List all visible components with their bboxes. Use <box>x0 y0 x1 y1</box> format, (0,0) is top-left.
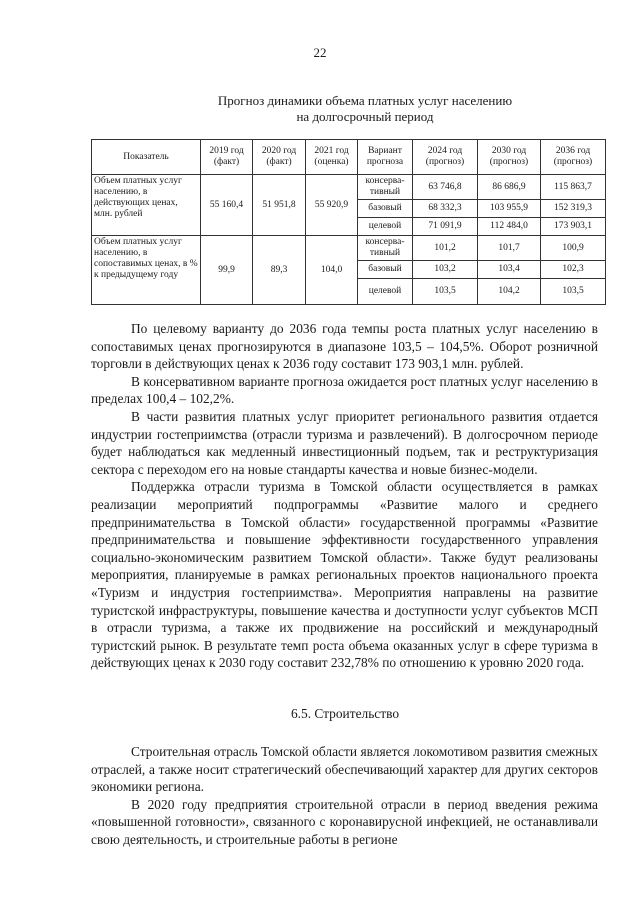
value-cell: 112 484,0 <box>478 218 541 236</box>
value-cell: 152 319,3 <box>541 200 606 218</box>
value-cell: 99,9 <box>201 236 253 305</box>
value-cell: 102,3 <box>541 261 606 279</box>
value-cell: 71 091,9 <box>413 218 478 236</box>
variant-cell: целевой <box>358 218 413 236</box>
value-cell: 101,7 <box>478 236 541 261</box>
section-heading: 6.5. Строительство <box>290 706 400 721</box>
indicator-cell: Объем платных услуг населению, в действующих ценах, млн. рублей <box>92 175 201 236</box>
value-cell: 103,2 <box>413 261 478 279</box>
variant-cell: консерва-тивный <box>358 236 413 261</box>
paragraph: Строительная отрасль Томской области является локомотивом развития смежных отраслей, а также носит стратегический обеспечивающий характер для других секторов экономики региона. <box>91 744 598 795</box>
body-text-block-2 <box>91 743 598 849</box>
value-cell: 89,3 <box>253 236 306 305</box>
header-2021: 2021 год (оценка) <box>306 140 358 175</box>
value-cell: 55 920,9 <box>306 175 358 236</box>
table-header-row <box>92 140 606 175</box>
page-number: 22 <box>313 45 327 60</box>
value-cell: 103,5 <box>541 279 606 305</box>
value-cell: 51 951,8 <box>253 175 306 236</box>
value-cell: 173 903,1 <box>541 218 606 236</box>
header-2030: 2030 год (прогноз) <box>478 140 541 175</box>
variant-cell: базовый <box>358 200 413 218</box>
paragraph: Поддержка отрасли туризма в Томской области осуществляется в рамках реализации мероприятий подпрограммы «Развитие малого и среднего предпринимательства в Томской области» государственной программы «Развитие предпринимательства и повышение эффективности государственного управления социально-экономическим развитием Томской области». Также будут реализованы мероприятия, планируемые в рамках региональных проектов национального проекта «Туризм и индустрия гостеприимства». Мероприятия направлены на развитие туристской инфраструктуры, повышение качества и доступности услуг субъектов МСП в отрасли туризма, а также их продвижение на российский и международный туристский рынок. В результате темп роста объема оказанных услуг в сфере туризма в действующих ценах к 2030 году составит 232,78% по отношению к уровню 2020 года. <box>91 479 598 671</box>
paragraph: В части развития платных услуг приоритет регионального развития отдается индустрии гостеприимства (отрасли туризма и развлечений). В долгосрочном периоде будет наблюдаться как медленный инвестиционный подъем, так и реструктуризация сектора с переходом его на новые стандарты качества и новые бизнес-модели. <box>91 408 598 477</box>
forecast-table <box>91 139 606 305</box>
value-cell: 104,0 <box>306 236 358 305</box>
header-2020: 2020 год (факт) <box>253 140 306 175</box>
table-title-line-1: Прогноз динамики объема платных услуг населению <box>217 93 513 108</box>
indicator-cell: Объем платных услуг населению, в сопоставимых ценах, в % к предыдущему году <box>92 236 201 305</box>
value-cell: 103,4 <box>478 261 541 279</box>
value-cell: 101,2 <box>413 236 478 261</box>
value-cell: 115 863,7 <box>541 175 606 200</box>
value-cell: 63 746,8 <box>413 175 478 200</box>
table-row <box>92 175 606 200</box>
value-cell: 104,2 <box>478 279 541 305</box>
value-cell: 68 332,3 <box>413 200 478 218</box>
header-variant: Вариант прогноза <box>358 140 413 175</box>
table-row <box>92 236 606 261</box>
variant-cell: целевой <box>358 279 413 305</box>
header-2036: 2036 год (прогноз) <box>541 140 606 175</box>
variant-cell: базовый <box>358 261 413 279</box>
value-cell: 100,9 <box>541 236 606 261</box>
value-cell: 86 686,9 <box>478 175 541 200</box>
table-title-line-2: на долгосрочный период <box>296 109 434 124</box>
paragraph: В консервативном варианте прогноза ожидается рост платных услуг населению в пределах 100,4 – 102,2%. <box>91 373 598 407</box>
header-2024: 2024 год (прогноз) <box>413 140 478 175</box>
header-2019: 2019 год (факт) <box>201 140 253 175</box>
value-cell: 103,5 <box>413 279 478 305</box>
paragraph: В 2020 году предприятия строительной отрасли в период введения режима «повышенной готовности», связанного с коронавирусной инфекцией, не останавливали свою деятельность, и строительные работы в регионе <box>91 796 598 847</box>
value-cell: 103 955,9 <box>478 200 541 218</box>
body-text-block-1 <box>91 320 598 672</box>
variant-cell: консерва-тивный <box>358 175 413 200</box>
header-indicator: Показатель <box>92 140 201 175</box>
value-cell: 55 160,4 <box>201 175 253 236</box>
table-title <box>0 93 640 125</box>
paragraph: По целевому варианту до 2036 года темпы роста платных услуг населению в сопоставимых ценах прогнозируются в диапазоне 103,5 – 104,5%. Оборот розничной торговли в действующих ценах к 2036 году составит 173 903,1 млн. рублей. <box>91 321 598 372</box>
